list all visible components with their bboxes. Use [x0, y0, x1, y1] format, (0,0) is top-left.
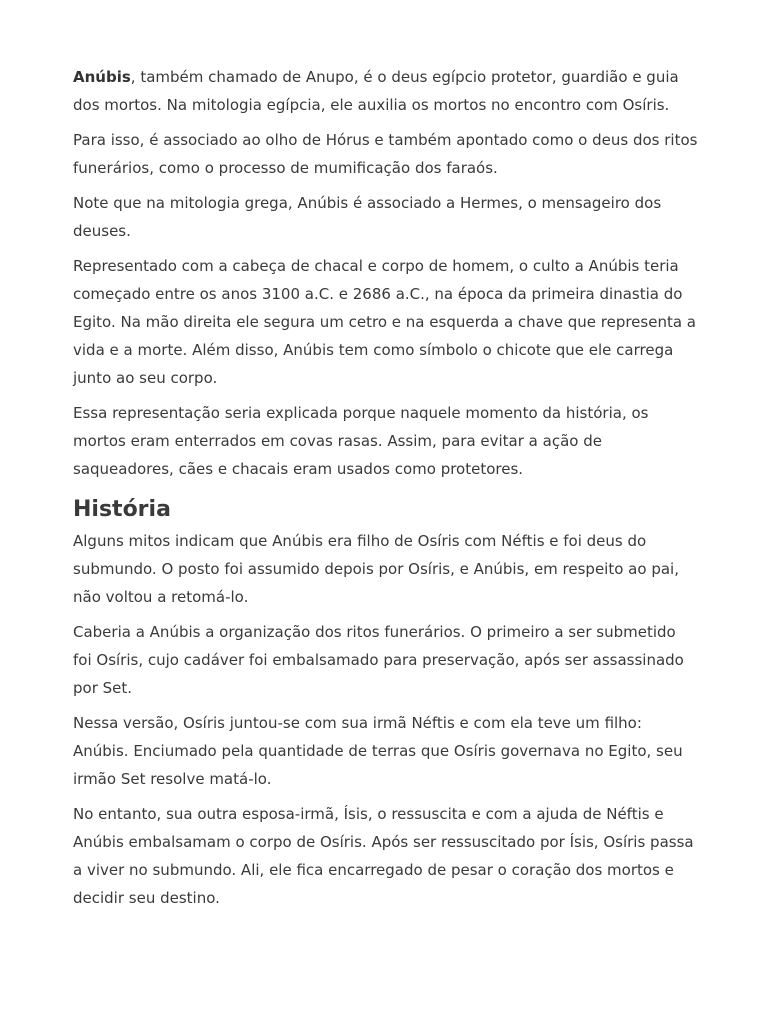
section-paragraph: Alguns mitos indicam que Anúbis era filho de Osíris com Néftis e foi deus do submundo. O posto foi assumido depois por Osíris, e Anúbis, em respeito ao pai, não voltou a retomá-lo.	[73, 532, 679, 606]
paragraph: Note que na mitologia grega, Anúbis é associado a Hermes, o mensageiro dos deuses.	[73, 194, 662, 240]
article-body	[73, 63, 698, 919]
paragraph: Essa representação seria explicada porque naquele momento da história, os mortos eram enterrados em covas rasas. Assim, para evitar a ação de saqueadores, cães e chacais eram usados como protetores.	[73, 404, 649, 478]
section-paragraph: No entanto, sua outra esposa-irmã, Ísis, o ressuscita e com a ajuda de Néftis e Anúbis embalsamam o corpo de Osíris. Após ser ressuscitado por Ísis, Osíris passa a viver no submundo. Ali, ele fica encarregado de pesar o coração dos mortos e decidir seu destino.	[73, 805, 694, 907]
intro-lead-text: , também chamado de Anupo, é o deus egípcio protetor, guardião e guia dos mortos. Na mitologia egípcia, ele auxilia os mortos no encontro com Osíris.	[73, 68, 679, 114]
section-paragraph: Nessa versão, Osíris juntou-se com sua irmã Néftis e com ela teve um filho: Anúbis. Enciumado pela quantidade de terras que Osíris governava no Egito, seu irmão Set resolve matá-lo.	[73, 714, 683, 788]
section-heading: História	[73, 497, 171, 522]
paragraph: Para isso, é associado ao olho de Hórus e também apontado como o deus dos ritos funerários, como o processo de mumificação dos faraós.	[73, 131, 698, 177]
section-paragraph: Caberia a Anúbis a organização dos ritos funerários. O primeiro a ser submetido foi Osíris, cujo cadáver foi embalsamado para preservação, após ser assassinado por Set.	[73, 623, 684, 697]
intro-paragraph	[73, 63, 698, 119]
paragraph: Representado com a cabeça de chacal e corpo de homem, o culto a Anúbis teria começado entre os anos 3100 a.C. e 2686 a.C., na época da primeira dinastia do Egito. Na mão direita ele segura um cetro e na esquerda a chave que representa a vida e a morte. Além disso, Anúbis tem como símbolo o chicote que ele carrega junto ao seu corpo.	[73, 257, 696, 387]
intro-lead-term: Anúbis	[73, 68, 131, 86]
